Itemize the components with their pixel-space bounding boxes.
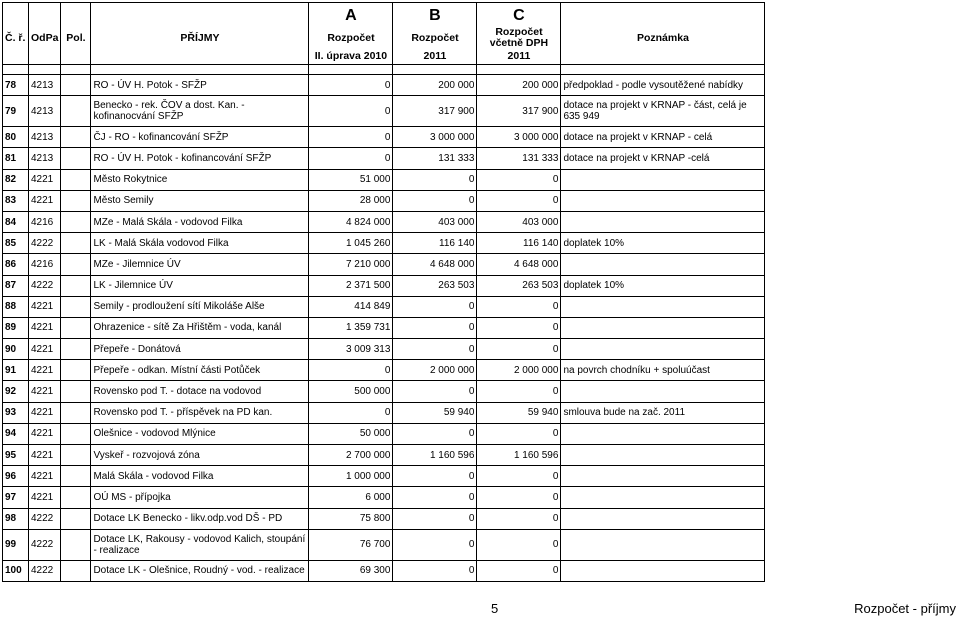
row-odpa: 4221 <box>29 402 61 423</box>
row-rozpocet-2011: 116 140 <box>393 233 477 254</box>
row-note: dotace na projekt v KRNAP - celá <box>561 127 765 148</box>
row-rozpocet-dph-2011: 403 000 <box>477 211 561 232</box>
row-number: 98 <box>3 508 29 529</box>
table-row <box>3 190 765 211</box>
row-rozpocet-2011: 59 940 <box>393 402 477 423</box>
table-row <box>3 529 765 560</box>
table-row <box>3 423 765 444</box>
row-rozpocet-2011: 4 648 000 <box>393 254 477 275</box>
header-cislo: Č. ř. <box>3 27 29 49</box>
row-rozpocet-2010: 0 <box>309 96 393 127</box>
row-rozpocet-2011: 403 000 <box>393 211 477 232</box>
row-rozpocet-2011: 0 <box>393 296 477 317</box>
row-name: Ohrazenice - sítě Za Hřištěm - voda, kanál <box>91 317 309 338</box>
row-rozpocet-2011: 0 <box>393 423 477 444</box>
row-name: Dotace LK Benecko - likv.odp.vod DŠ - PD <box>91 508 309 529</box>
row-odpa: 4222 <box>29 275 61 296</box>
row-number: 79 <box>3 96 29 127</box>
row-rozpocet-2011: 0 <box>393 529 477 560</box>
row-rozpocet-2010: 1 000 000 <box>309 466 393 487</box>
row-rozpocet-2011: 0 <box>393 487 477 508</box>
row-rozpocet-dph-2011: 0 <box>477 423 561 444</box>
budget-table <box>2 2 765 582</box>
row-odpa: 4221 <box>29 169 61 190</box>
row-name: Semily - prodloužení sítí Mikoláše Alše <box>91 296 309 317</box>
row-number: 93 <box>3 402 29 423</box>
header-prijmy: PŘÍJMY <box>91 27 309 49</box>
column-letter-b: B <box>393 3 477 28</box>
row-name: RO - ÚV H. Potok - SFŽP <box>91 75 309 96</box>
row-rozpocet-2011: 0 <box>393 466 477 487</box>
row-rozpocet-2010: 28 000 <box>309 190 393 211</box>
row-rozpocet-dph-2011: 0 <box>477 169 561 190</box>
row-number: 86 <box>3 254 29 275</box>
row-rozpocet-2010: 3 009 313 <box>309 339 393 360</box>
row-rozpocet-dph-2011: 0 <box>477 190 561 211</box>
row-name: Dotace LK - Olešnice, Roudný - vod. - realizace <box>91 560 309 581</box>
row-name: MZe - Malá Skála - vodovod Filka <box>91 211 309 232</box>
row-name: Dotace LK, Rakousy - vodovod Kalich, stoupání - realizace <box>91 529 309 560</box>
row-pol <box>61 487 91 508</box>
header-rozpocet-2: Rozpočet <box>393 27 477 49</box>
row-rozpocet-2011: 0 <box>393 560 477 581</box>
row-note <box>561 508 765 529</box>
row-rozpocet-2010: 7 210 000 <box>309 254 393 275</box>
row-note <box>561 169 765 190</box>
row-odpa: 4216 <box>29 254 61 275</box>
row-rozpocet-2010: 0 <box>309 75 393 96</box>
row-rozpocet-dph-2011: 59 940 <box>477 402 561 423</box>
row-rozpocet-2011: 131 333 <box>393 148 477 169</box>
row-odpa: 4221 <box>29 339 61 360</box>
row-odpa: 4221 <box>29 381 61 402</box>
row-note: na povrch chodníku + spoluúčast <box>561 360 765 381</box>
table-row <box>3 508 765 529</box>
row-name: OÚ MS - přípojka <box>91 487 309 508</box>
row-rozpocet-2011: 263 503 <box>393 275 477 296</box>
row-note: dotace na projekt v KRNAP -celá <box>561 148 765 169</box>
row-number: 82 <box>3 169 29 190</box>
row-pol <box>61 466 91 487</box>
header-rozpocet-2-sub: 2011 <box>393 49 477 65</box>
row-note <box>561 211 765 232</box>
row-number: 90 <box>3 339 29 360</box>
row-rozpocet-2010: 2 371 500 <box>309 275 393 296</box>
row-number: 99 <box>3 529 29 560</box>
row-pol <box>61 275 91 296</box>
header-pol: Pol. <box>61 27 91 49</box>
row-number: 78 <box>3 75 29 96</box>
row-odpa: 4221 <box>29 190 61 211</box>
row-odpa: 4222 <box>29 508 61 529</box>
row-number: 80 <box>3 127 29 148</box>
row-pol <box>61 339 91 360</box>
row-name: Rovensko pod T. - příspěvek na PD kan. <box>91 402 309 423</box>
row-pol <box>61 233 91 254</box>
row-rozpocet-dph-2011: 0 <box>477 508 561 529</box>
table-row <box>3 233 765 254</box>
row-note <box>561 445 765 466</box>
row-odpa: 4221 <box>29 445 61 466</box>
row-rozpocet-dph-2011: 0 <box>477 466 561 487</box>
row-name: Přepeře - Donátová <box>91 339 309 360</box>
table-row <box>3 211 765 232</box>
row-rozpocet-2010: 1 359 731 <box>309 317 393 338</box>
row-note <box>561 381 765 402</box>
row-odpa: 4221 <box>29 360 61 381</box>
row-number: 97 <box>3 487 29 508</box>
table-body <box>3 75 765 582</box>
row-odpa: 4221 <box>29 317 61 338</box>
row-rozpocet-2010: 50 000 <box>309 423 393 444</box>
row-rozpocet-dph-2011: 200 000 <box>477 75 561 96</box>
row-number: 83 <box>3 190 29 211</box>
row-name: Přepeře - odkan. Místní části Potůček <box>91 360 309 381</box>
row-number: 100 <box>3 560 29 581</box>
row-name: Vyskeř - rozvojová zóna <box>91 445 309 466</box>
row-note: smlouva bude na zač. 2011 <box>561 402 765 423</box>
row-name: Malá Skála - vodovod Filka <box>91 466 309 487</box>
row-pol <box>61 148 91 169</box>
row-odpa: 4216 <box>29 211 61 232</box>
row-note: doplatek 10% <box>561 275 765 296</box>
header-rozpocet-1: Rozpočet <box>309 27 393 49</box>
row-rozpocet-2010: 0 <box>309 360 393 381</box>
row-note: předpoklad - podle vysoutěžené nabídky <box>561 75 765 96</box>
table-row <box>3 560 765 581</box>
column-letter-c: C <box>477 3 561 28</box>
row-rozpocet-dph-2011: 3 000 000 <box>477 127 561 148</box>
row-rozpocet-2011: 2 000 000 <box>393 360 477 381</box>
table-row <box>3 339 765 360</box>
row-note <box>561 254 765 275</box>
row-rozpocet-dph-2011: 0 <box>477 487 561 508</box>
row-rozpocet-2011: 200 000 <box>393 75 477 96</box>
row-rozpocet-2010: 51 000 <box>309 169 393 190</box>
page-number: 5 <box>491 601 499 616</box>
row-rozpocet-2010: 2 700 000 <box>309 445 393 466</box>
row-rozpocet-dph-2011: 131 333 <box>477 148 561 169</box>
header-rozpocet-3: Rozpočet včetně DPH <box>477 27 561 49</box>
table-row <box>3 75 765 96</box>
row-pol <box>61 317 91 338</box>
row-rozpocet-2011: 0 <box>393 190 477 211</box>
row-number: 96 <box>3 466 29 487</box>
row-number: 84 <box>3 211 29 232</box>
row-pol <box>61 169 91 190</box>
row-note <box>561 423 765 444</box>
row-rozpocet-2011: 3 000 000 <box>393 127 477 148</box>
table-row <box>3 296 765 317</box>
row-rozpocet-2010: 4 824 000 <box>309 211 393 232</box>
table-row <box>3 275 765 296</box>
row-rozpocet-dph-2011: 1 160 596 <box>477 445 561 466</box>
row-rozpocet-2010: 6 000 <box>309 487 393 508</box>
footer-title: Rozpočet - příjmy <box>854 601 956 616</box>
row-rozpocet-2010: 0 <box>309 148 393 169</box>
row-rozpocet-2010: 76 700 <box>309 529 393 560</box>
row-number: 87 <box>3 275 29 296</box>
row-rozpocet-2011: 0 <box>393 381 477 402</box>
row-pol <box>61 508 91 529</box>
row-pol <box>61 402 91 423</box>
column-letter-a: A <box>309 3 393 28</box>
row-rozpocet-2010: 75 800 <box>309 508 393 529</box>
row-note: doplatek 10% <box>561 233 765 254</box>
row-rozpocet-2011: 0 <box>393 317 477 338</box>
row-note <box>561 487 765 508</box>
row-rozpocet-2010: 0 <box>309 127 393 148</box>
row-rozpocet-2010: 414 849 <box>309 296 393 317</box>
row-odpa: 4222 <box>29 529 61 560</box>
table-row <box>3 254 765 275</box>
row-pol <box>61 445 91 466</box>
row-rozpocet-dph-2011: 317 900 <box>477 96 561 127</box>
header-rozpocet-3-sub: 2011 <box>477 49 561 65</box>
table-row <box>3 487 765 508</box>
row-pol <box>61 381 91 402</box>
row-rozpocet-dph-2011: 0 <box>477 339 561 360</box>
row-odpa: 4213 <box>29 96 61 127</box>
table-row <box>3 127 765 148</box>
row-number: 88 <box>3 296 29 317</box>
row-rozpocet-2011: 0 <box>393 169 477 190</box>
row-name: LK - Jilemnice ÚV <box>91 275 309 296</box>
row-name: Město Semily <box>91 190 309 211</box>
row-pol <box>61 75 91 96</box>
row-note <box>561 466 765 487</box>
row-note <box>561 296 765 317</box>
row-name: Město Rokytnice <box>91 169 309 190</box>
row-note <box>561 317 765 338</box>
row-pol <box>61 127 91 148</box>
row-pol <box>61 211 91 232</box>
table-row <box>3 317 765 338</box>
row-number: 95 <box>3 445 29 466</box>
row-pol <box>61 360 91 381</box>
row-name: RO - ÚV H. Potok - kofinancování SFŽP <box>91 148 309 169</box>
row-pol <box>61 529 91 560</box>
table-row <box>3 360 765 381</box>
row-number: 85 <box>3 233 29 254</box>
row-name: Olešnice - vodovod Mlýnice <box>91 423 309 444</box>
row-name: Benecko - rek. ČOV a dost. Kan. - kofinanocvání SFŽP <box>91 96 309 127</box>
row-rozpocet-2010: 500 000 <box>309 381 393 402</box>
row-rozpocet-2011: 317 900 <box>393 96 477 127</box>
row-rozpocet-2011: 0 <box>393 339 477 360</box>
header-rozpocet-1-sub: II. úprava 2010 <box>309 49 393 65</box>
row-pol <box>61 254 91 275</box>
row-rozpocet-dph-2011: 116 140 <box>477 233 561 254</box>
table-row <box>3 466 765 487</box>
row-note <box>561 339 765 360</box>
row-odpa: 4221 <box>29 296 61 317</box>
row-odpa: 4222 <box>29 560 61 581</box>
header-blank <box>3 3 29 28</box>
header-odpa: OdPa <box>29 27 61 49</box>
row-name: MZe - Jilemnice ÚV <box>91 254 309 275</box>
row-number: 81 <box>3 148 29 169</box>
row-rozpocet-dph-2011: 0 <box>477 381 561 402</box>
row-rozpocet-2010: 0 <box>309 402 393 423</box>
row-name: LK - Malá Skála vodovod Filka <box>91 233 309 254</box>
row-odpa: 4222 <box>29 233 61 254</box>
table-row <box>3 381 765 402</box>
row-name: Rovensko pod T. - dotace na vodovod <box>91 381 309 402</box>
row-pol <box>61 423 91 444</box>
row-rozpocet-2010: 1 045 260 <box>309 233 393 254</box>
row-odpa: 4221 <box>29 466 61 487</box>
table-row <box>3 402 765 423</box>
table-row <box>3 445 765 466</box>
row-name: ČJ - RO - kofinancování SFŽP <box>91 127 309 148</box>
row-odpa: 4221 <box>29 487 61 508</box>
row-rozpocet-dph-2011: 4 648 000 <box>477 254 561 275</box>
row-number: 94 <box>3 423 29 444</box>
row-number: 89 <box>3 317 29 338</box>
table-row <box>3 148 765 169</box>
table-row <box>3 169 765 190</box>
row-note <box>561 190 765 211</box>
row-number: 91 <box>3 360 29 381</box>
row-pol <box>61 190 91 211</box>
row-note <box>561 529 765 560</box>
row-rozpocet-dph-2011: 0 <box>477 560 561 581</box>
table-row <box>3 96 765 127</box>
row-rozpocet-dph-2011: 0 <box>477 296 561 317</box>
row-number: 92 <box>3 381 29 402</box>
row-odpa: 4213 <box>29 75 61 96</box>
row-rozpocet-dph-2011: 0 <box>477 317 561 338</box>
row-rozpocet-dph-2011: 2 000 000 <box>477 360 561 381</box>
row-pol <box>61 296 91 317</box>
row-note: dotace na projekt v KRNAP - část, celá je 635 949 <box>561 96 765 127</box>
row-rozpocet-2011: 0 <box>393 508 477 529</box>
row-rozpocet-dph-2011: 263 503 <box>477 275 561 296</box>
row-pol <box>61 560 91 581</box>
header-poznamka: Poznámka <box>561 27 765 49</box>
row-rozpocet-dph-2011: 0 <box>477 529 561 560</box>
row-rozpocet-2010: 69 300 <box>309 560 393 581</box>
row-odpa: 4221 <box>29 423 61 444</box>
row-odpa: 4213 <box>29 127 61 148</box>
row-pol <box>61 96 91 127</box>
row-odpa: 4213 <box>29 148 61 169</box>
row-rozpocet-2011: 1 160 596 <box>393 445 477 466</box>
row-note <box>561 560 765 581</box>
